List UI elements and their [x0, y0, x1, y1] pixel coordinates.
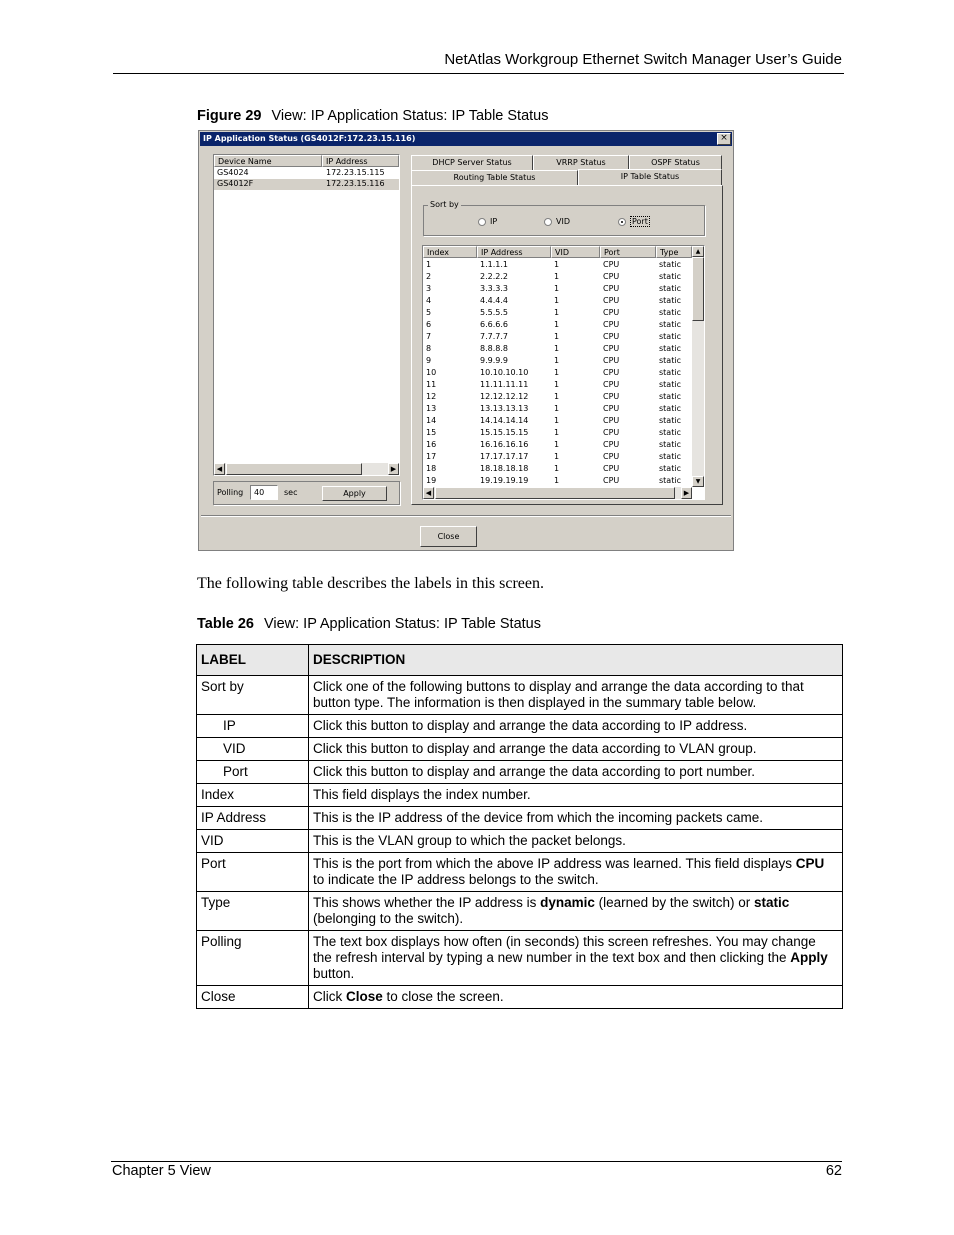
ip-table-hscrollbar[interactable]: [423, 487, 692, 499]
running-header-title: NetAtlas Workgroup Ethernet Switch Manager User’s Guide: [444, 51, 842, 68]
ip-row-vid: 1: [554, 320, 560, 329]
table-caption: [197, 616, 541, 632]
device-row[interactable]: [214, 168, 399, 179]
ip-row-type: static: [659, 320, 681, 329]
ip-row-vid: 1: [554, 404, 560, 413]
ip-row-port: CPU: [603, 464, 620, 473]
row-label: IP: [197, 715, 309, 738]
ip-row-address: 14.14.14.14: [480, 416, 529, 425]
ip-row-type: static: [659, 272, 681, 281]
footer-chapter: Chapter 5 View: [112, 1163, 211, 1179]
description-text: (belonging to the switch).: [313, 911, 464, 926]
description-text: Click: [313, 989, 346, 1004]
close-button[interactable]: Close: [420, 526, 477, 547]
ip-row-type: static: [659, 476, 681, 485]
ip-row-index: 9: [426, 356, 432, 365]
row-label: Port: [197, 853, 309, 892]
ip-row-port: CPU: [603, 284, 620, 293]
row-description: Click this button to display and arrange the data according to IP address.: [309, 715, 843, 738]
ip-row-type: static: [659, 308, 681, 317]
description-text: This shows whether the IP address is: [313, 895, 541, 910]
ip-row-port: CPU: [603, 260, 620, 269]
ip-row-index: 2: [426, 272, 432, 281]
ip-row-index: 16: [426, 440, 437, 449]
ip-row-address: 11.11.11.11: [480, 380, 529, 389]
ip-row-index: 1: [426, 260, 432, 269]
table-row: [197, 853, 843, 892]
ip-row-vid: 1: [554, 260, 560, 269]
ip-row-type: static: [659, 380, 681, 389]
ip-row-address: 16.16.16.16: [480, 440, 529, 449]
row-description: This is the IP address of the device from which the incoming packets came.: [309, 807, 843, 830]
ip-row-vid: 1: [554, 272, 560, 281]
ip-row-vid: 1: [554, 464, 560, 473]
ip-row-port: CPU: [603, 320, 620, 329]
ip-row-address: 12.12.12.12: [480, 392, 529, 401]
figure-label: Figure 29: [197, 108, 262, 124]
device-list-header-ip[interactable]: IP Address: [322, 155, 399, 167]
row-description: This is the VLAN group to which the packet belongs.: [309, 830, 843, 853]
table-row: [197, 784, 843, 807]
row-description: Click this button to display and arrange the data according to port number.: [309, 761, 843, 784]
bold-term: dynamic: [540, 895, 595, 910]
ip-row-index: 17: [426, 452, 437, 461]
ip-table-row[interactable]: [423, 260, 692, 272]
table-row: [197, 892, 843, 931]
header-rule: [113, 73, 844, 74]
ip-row-port: CPU: [603, 332, 620, 341]
ip-table-row[interactable]: [423, 332, 692, 344]
ip-row-index: 18: [426, 464, 437, 473]
table-row: [197, 676, 843, 715]
ip-row-index: 7: [426, 332, 432, 341]
ip-row-index: 14: [426, 416, 437, 425]
table-row: [197, 738, 843, 761]
table-caption-text: View: IP Application Status: IP Table Status: [263, 616, 541, 632]
row-description: [309, 986, 843, 1009]
ip-row-index: 5: [426, 308, 432, 317]
scroll-thumb[interactable]: [226, 463, 362, 475]
scroll-right-arrow-icon[interactable]: ▶: [681, 487, 692, 499]
tab-ospf-status[interactable]: OSPF Status: [629, 155, 722, 170]
ip-row-type: static: [659, 344, 681, 353]
row-description: [309, 853, 843, 892]
scroll-left-arrow-icon[interactable]: ◀: [214, 463, 225, 475]
ip-row-port: CPU: [603, 356, 620, 365]
ip-row-index: 8: [426, 344, 432, 353]
ip-row-index: 3: [426, 284, 432, 293]
bold-term: Close: [346, 989, 383, 1004]
intro-paragraph: The following table describes the labels in this screen.: [197, 575, 545, 592]
row-label: Sort by: [197, 676, 309, 715]
ip-row-address: 18.18.18.18: [480, 464, 529, 473]
ip-row-port: CPU: [603, 296, 620, 305]
description-text: The text box displays how often (in seconds) this screen refreshes. You may change the refresh interval by typing a new number in the text box and then clicking the: [313, 934, 816, 965]
ip-row-vid: 1: [554, 368, 560, 377]
scroll-left-arrow-icon[interactable]: ◀: [423, 487, 434, 499]
polling-unit: sec: [284, 488, 298, 497]
sort-vid-label[interactable]: VID: [556, 217, 570, 226]
ip-row-vid: 1: [554, 416, 560, 425]
ip-row-port: CPU: [603, 368, 620, 377]
ip-row-vid: 1: [554, 452, 560, 461]
ip-row-address: 7.7.7.7: [480, 332, 508, 341]
ip-table-row[interactable]: [423, 356, 692, 368]
dialog-close-icon[interactable]: ×: [717, 133, 731, 145]
ip-row-port: CPU: [603, 344, 620, 353]
row-description: Click one of the following buttons to display and arrange the data according to that button type. The information is then displayed in the summary table below.: [309, 676, 843, 715]
polling-label: Polling: [217, 488, 244, 497]
device-ip-address: 172.23.15.116: [326, 179, 385, 188]
ip-row-address: 15.15.15.15: [480, 428, 529, 437]
figure-caption: [197, 108, 549, 124]
ip-table-row[interactable]: [423, 428, 692, 440]
ip-row-port: CPU: [603, 392, 620, 401]
ip-table-header-ip-address[interactable]: IP Address: [477, 246, 551, 258]
ip-row-address: 8.8.8.8: [480, 344, 508, 353]
ip-row-type: static: [659, 428, 681, 437]
device-list-header-name[interactable]: Device Name: [214, 155, 322, 167]
table-row: [197, 931, 843, 986]
sort-by-group: [423, 200, 705, 236]
ip-row-vid: 1: [554, 428, 560, 437]
ip-row-type: static: [659, 332, 681, 341]
ip-row-port: CPU: [603, 452, 620, 461]
ip-row-index: 4: [426, 296, 432, 305]
ip-row-index: 12: [426, 392, 437, 401]
ip-row-type: static: [659, 260, 681, 269]
ip-row-type: static: [659, 392, 681, 401]
description-text: to close the screen.: [382, 989, 504, 1004]
table-row: [197, 986, 843, 1009]
ip-application-status-dialog: [198, 130, 734, 551]
page-number: 62: [825, 1163, 842, 1179]
ip-table-header-index[interactable]: Index: [423, 246, 477, 258]
description-text: This is the port from which the above IP address was learned. This field displays: [313, 856, 796, 871]
table-header-row: [197, 645, 843, 676]
ip-row-vid: 1: [554, 344, 560, 353]
table-row: [197, 830, 843, 853]
polling-interval-input[interactable]: 40: [250, 485, 278, 500]
ip-table-row[interactable]: [423, 272, 692, 284]
row-label: Port: [197, 761, 309, 784]
ip-row-vid: 1: [554, 332, 560, 341]
ip-row-type: static: [659, 356, 681, 365]
ip-row-address: 5.5.5.5: [480, 308, 508, 317]
ip-row-address: 19.19.19.19: [480, 476, 529, 485]
ip-row-type: static: [659, 284, 681, 293]
ip-row-index: 19: [426, 476, 437, 485]
scroll-up-arrow-icon[interactable]: ▲: [692, 246, 704, 257]
row-label: Type: [197, 892, 309, 931]
ip-row-address: 6.6.6.6: [480, 320, 508, 329]
device-list-hscrollbar[interactable]: [214, 463, 399, 475]
row-label: Close: [197, 986, 309, 1009]
ip-row-type: static: [659, 452, 681, 461]
ip-row-port: CPU: [603, 404, 620, 413]
table-label: Table 26: [197, 616, 254, 632]
ip-row-vid: 1: [554, 356, 560, 365]
row-description: [309, 892, 843, 931]
ip-row-index: 6: [426, 320, 432, 329]
ip-row-port: CPU: [603, 308, 620, 317]
ip-table-row[interactable]: [423, 392, 692, 404]
row-description: This field displays the index number.: [309, 784, 843, 807]
ip-row-address: 9.9.9.9: [480, 356, 508, 365]
ip-table-status-page: [411, 185, 723, 505]
ip-table-row[interactable]: [423, 320, 692, 332]
ip-row-index: 11: [426, 380, 437, 389]
description-text: (learned by the switch) or: [594, 895, 754, 910]
description-text: to indicate the IP address belongs to the switch.: [313, 872, 599, 887]
ip-row-address: 2.2.2.2: [480, 272, 508, 281]
sort-ip-radio[interactable]: [478, 218, 486, 226]
device-name: GS4024: [217, 168, 249, 177]
device-name: GS4012F: [217, 179, 254, 188]
ip-row-vid: 1: [554, 296, 560, 305]
ip-table-row[interactable]: [423, 284, 692, 296]
description-column-header: DESCRIPTION: [309, 645, 843, 676]
ip-table-row[interactable]: [423, 308, 692, 320]
ip-row-address: 4.4.4.4: [480, 296, 508, 305]
polling-panel: [213, 481, 400, 505]
scroll-thumb[interactable]: [435, 487, 675, 499]
ip-table-row[interactable]: [423, 296, 692, 308]
ip-row-port: CPU: [603, 416, 620, 425]
ip-row-vid: 1: [554, 284, 560, 293]
figure-caption-text: View: IP Application Status: IP Table Status: [271, 108, 549, 124]
row-label: VID: [197, 830, 309, 853]
device-ip-address: 172.23.15.115: [326, 168, 385, 177]
row-label: Polling: [197, 931, 309, 986]
ip-row-type: static: [659, 368, 681, 377]
apply-button[interactable]: Apply: [322, 486, 387, 501]
tab-ip-table-status[interactable]: IP Table Status: [578, 169, 722, 185]
ip-table-row[interactable]: [423, 464, 692, 476]
ip-row-address: 10.10.10.10: [480, 368, 529, 377]
footer-rule: [111, 1161, 842, 1162]
table-row: [197, 807, 843, 830]
ip-table-row[interactable]: [423, 368, 692, 380]
tab-vrrp-status[interactable]: VRRP Status: [533, 155, 629, 170]
ip-table-row[interactable]: [423, 404, 692, 416]
scroll-thumb[interactable]: [692, 257, 704, 321]
bold-term: Apply: [790, 950, 828, 965]
ip-row-index: 10: [426, 368, 437, 377]
description-text: button.: [313, 966, 355, 981]
ip-table-header-vid[interactable]: VID: [551, 246, 600, 258]
sort-by-legend: Sort by: [430, 200, 459, 209]
row-label: Index: [197, 784, 309, 807]
row-label: VID: [197, 738, 309, 761]
ip-row-vid: 1: [554, 440, 560, 449]
ip-row-port: CPU: [603, 428, 620, 437]
row-description: [309, 931, 843, 986]
tab-routing-table-status[interactable]: Routing Table Status: [411, 170, 578, 186]
ip-row-port: CPU: [603, 272, 620, 281]
ip-row-port: CPU: [603, 380, 620, 389]
label-column-header: LABEL: [197, 645, 309, 676]
ip-table[interactable]: [422, 245, 705, 500]
scroll-right-arrow-icon[interactable]: ▶: [388, 463, 399, 475]
row-label: IP Address: [197, 807, 309, 830]
ip-table-row[interactable]: [423, 380, 692, 392]
device-list[interactable]: [213, 154, 400, 476]
ip-row-address: 3.3.3.3: [480, 284, 508, 293]
ip-table-header-port[interactable]: Port: [600, 246, 656, 258]
ip-row-address: 17.17.17.17: [480, 452, 529, 461]
ip-table-header-type[interactable]: Type: [656, 246, 692, 258]
ip-table-row[interactable]: [423, 416, 692, 428]
device-row[interactable]: [214, 179, 399, 190]
sort-vid-radio[interactable]: [544, 218, 552, 226]
ip-row-index: 13: [426, 404, 437, 413]
ip-row-port: CPU: [603, 476, 620, 485]
dialog-title-bar: [200, 132, 732, 146]
table-row: [197, 761, 843, 784]
tab-dhcp-server-status[interactable]: DHCP Server Status: [411, 155, 533, 170]
label-description-table: [196, 644, 843, 1009]
ip-row-vid: 1: [554, 476, 560, 485]
ip-row-port: CPU: [603, 440, 620, 449]
ip-row-type: static: [659, 404, 681, 413]
scroll-down-arrow-icon[interactable]: ▼: [692, 476, 704, 487]
ip-row-vid: 1: [554, 380, 560, 389]
sort-ip-label[interactable]: IP: [490, 217, 498, 226]
bold-term: static: [753, 895, 790, 910]
ip-row-type: static: [659, 416, 681, 425]
dialog-separator: [201, 515, 731, 517]
ip-table-vscrollbar[interactable]: [692, 246, 704, 487]
ip-row-type: static: [659, 440, 681, 449]
ip-table-row[interactable]: [423, 344, 692, 356]
ip-row-index: 15: [426, 428, 437, 437]
dialog-title: IP Application Status (GS4012F:172.23.15.116): [203, 134, 416, 143]
ip-row-type: static: [659, 296, 681, 305]
ip-row-address: 1.1.1.1: [480, 260, 508, 269]
ip-row-vid: 1: [554, 392, 560, 401]
bold-term: CPU: [795, 856, 825, 871]
sort-port-radio[interactable]: [618, 218, 626, 226]
sort-port-label[interactable]: Port: [632, 217, 648, 226]
ip-table-row[interactable]: [423, 440, 692, 452]
ip-row-address: 13.13.13.13: [480, 404, 529, 413]
row-description: Click this button to display and arrange the data according to VLAN group.: [309, 738, 843, 761]
ip-row-vid: 1: [554, 308, 560, 317]
ip-row-type: static: [659, 464, 681, 473]
table-row: [197, 715, 843, 738]
ip-table-row[interactable]: [423, 452, 692, 464]
